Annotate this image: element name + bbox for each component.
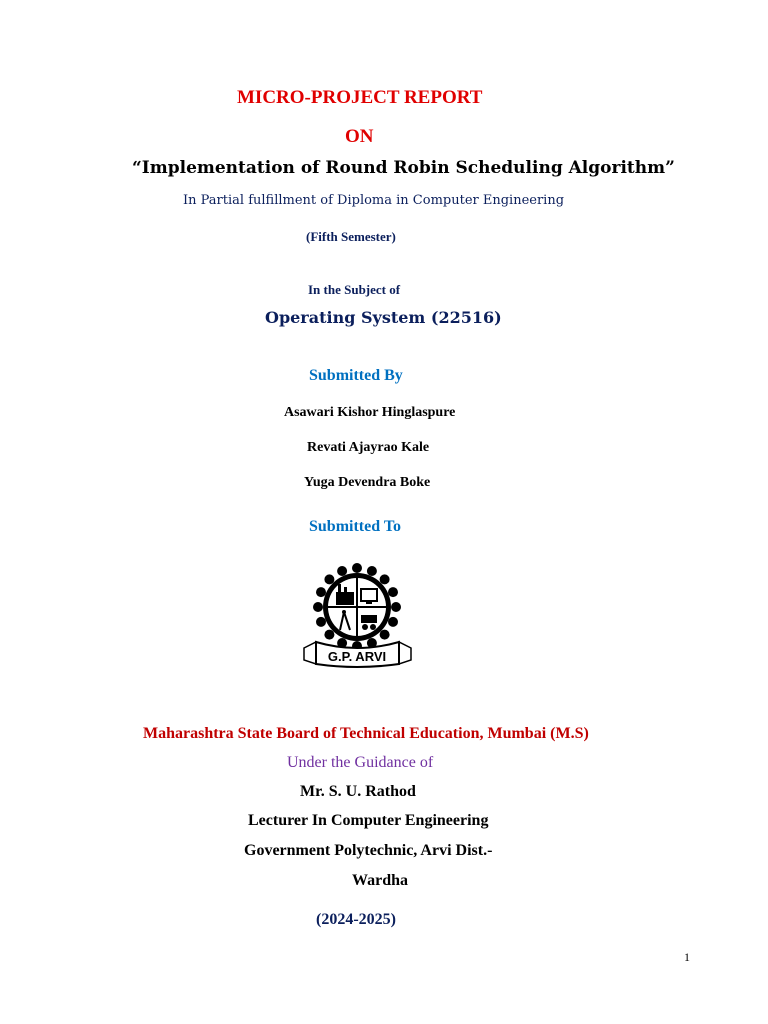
guide-designation: Lecturer In Computer Engineering — [248, 812, 489, 829]
guidance-label: Under the Guidance of — [287, 754, 434, 771]
college-logo-icon — [300, 560, 415, 672]
subject-intro: In the Subject of — [308, 282, 401, 297]
gear-tooth — [380, 630, 390, 640]
logo-banner-text: G.P. ARVI — [327, 649, 387, 664]
gear-tooth — [391, 602, 401, 612]
gear-tooth — [316, 617, 326, 627]
gear-tooth — [380, 574, 390, 584]
semester-text: (Fifth Semester) — [306, 229, 396, 244]
board-name: Maharashtra State Board of Technical Education, Mumbai (M.S) — [143, 725, 589, 742]
gear-tooth — [388, 587, 398, 597]
student-name: Yuga Devendra Boke — [304, 475, 431, 490]
student-name: Revati Ajayrao Kale — [307, 440, 430, 455]
project-title: “Implementation of Round Robin Scheduling Algorithm” — [132, 158, 675, 178]
gear-tooth — [316, 587, 326, 597]
student-name: Asawari Kishor Hinglaspure — [284, 405, 456, 420]
submitted-to-label: Submitted To — [309, 518, 402, 535]
institute-name: Government Polytechnic, Arvi Dist.- — [244, 842, 493, 859]
guide-name: Mr. S. U. Rathod — [300, 783, 416, 800]
gear-tooth — [324, 574, 334, 584]
gear-tooth — [337, 566, 347, 576]
gear-tooth — [388, 617, 398, 627]
gear-tooth — [324, 630, 334, 640]
submitted-by-label: Submitted By — [309, 367, 403, 384]
institute-location: Wardha — [352, 872, 409, 889]
subject-name: Operating System (22516) — [265, 308, 502, 327]
report-heading: MICRO-PROJECT REPORT — [237, 87, 483, 108]
gear-tooth — [352, 563, 362, 573]
gear-tooth — [313, 602, 323, 612]
report-on-label: ON — [345, 126, 374, 147]
page-number: 1 — [684, 950, 690, 964]
fulfillment-text: In Partial fulfillment of Diploma in Computer Engineering — [183, 193, 565, 208]
gear-tooth — [367, 566, 377, 576]
academic-year: (2024-2025) — [316, 911, 396, 928]
